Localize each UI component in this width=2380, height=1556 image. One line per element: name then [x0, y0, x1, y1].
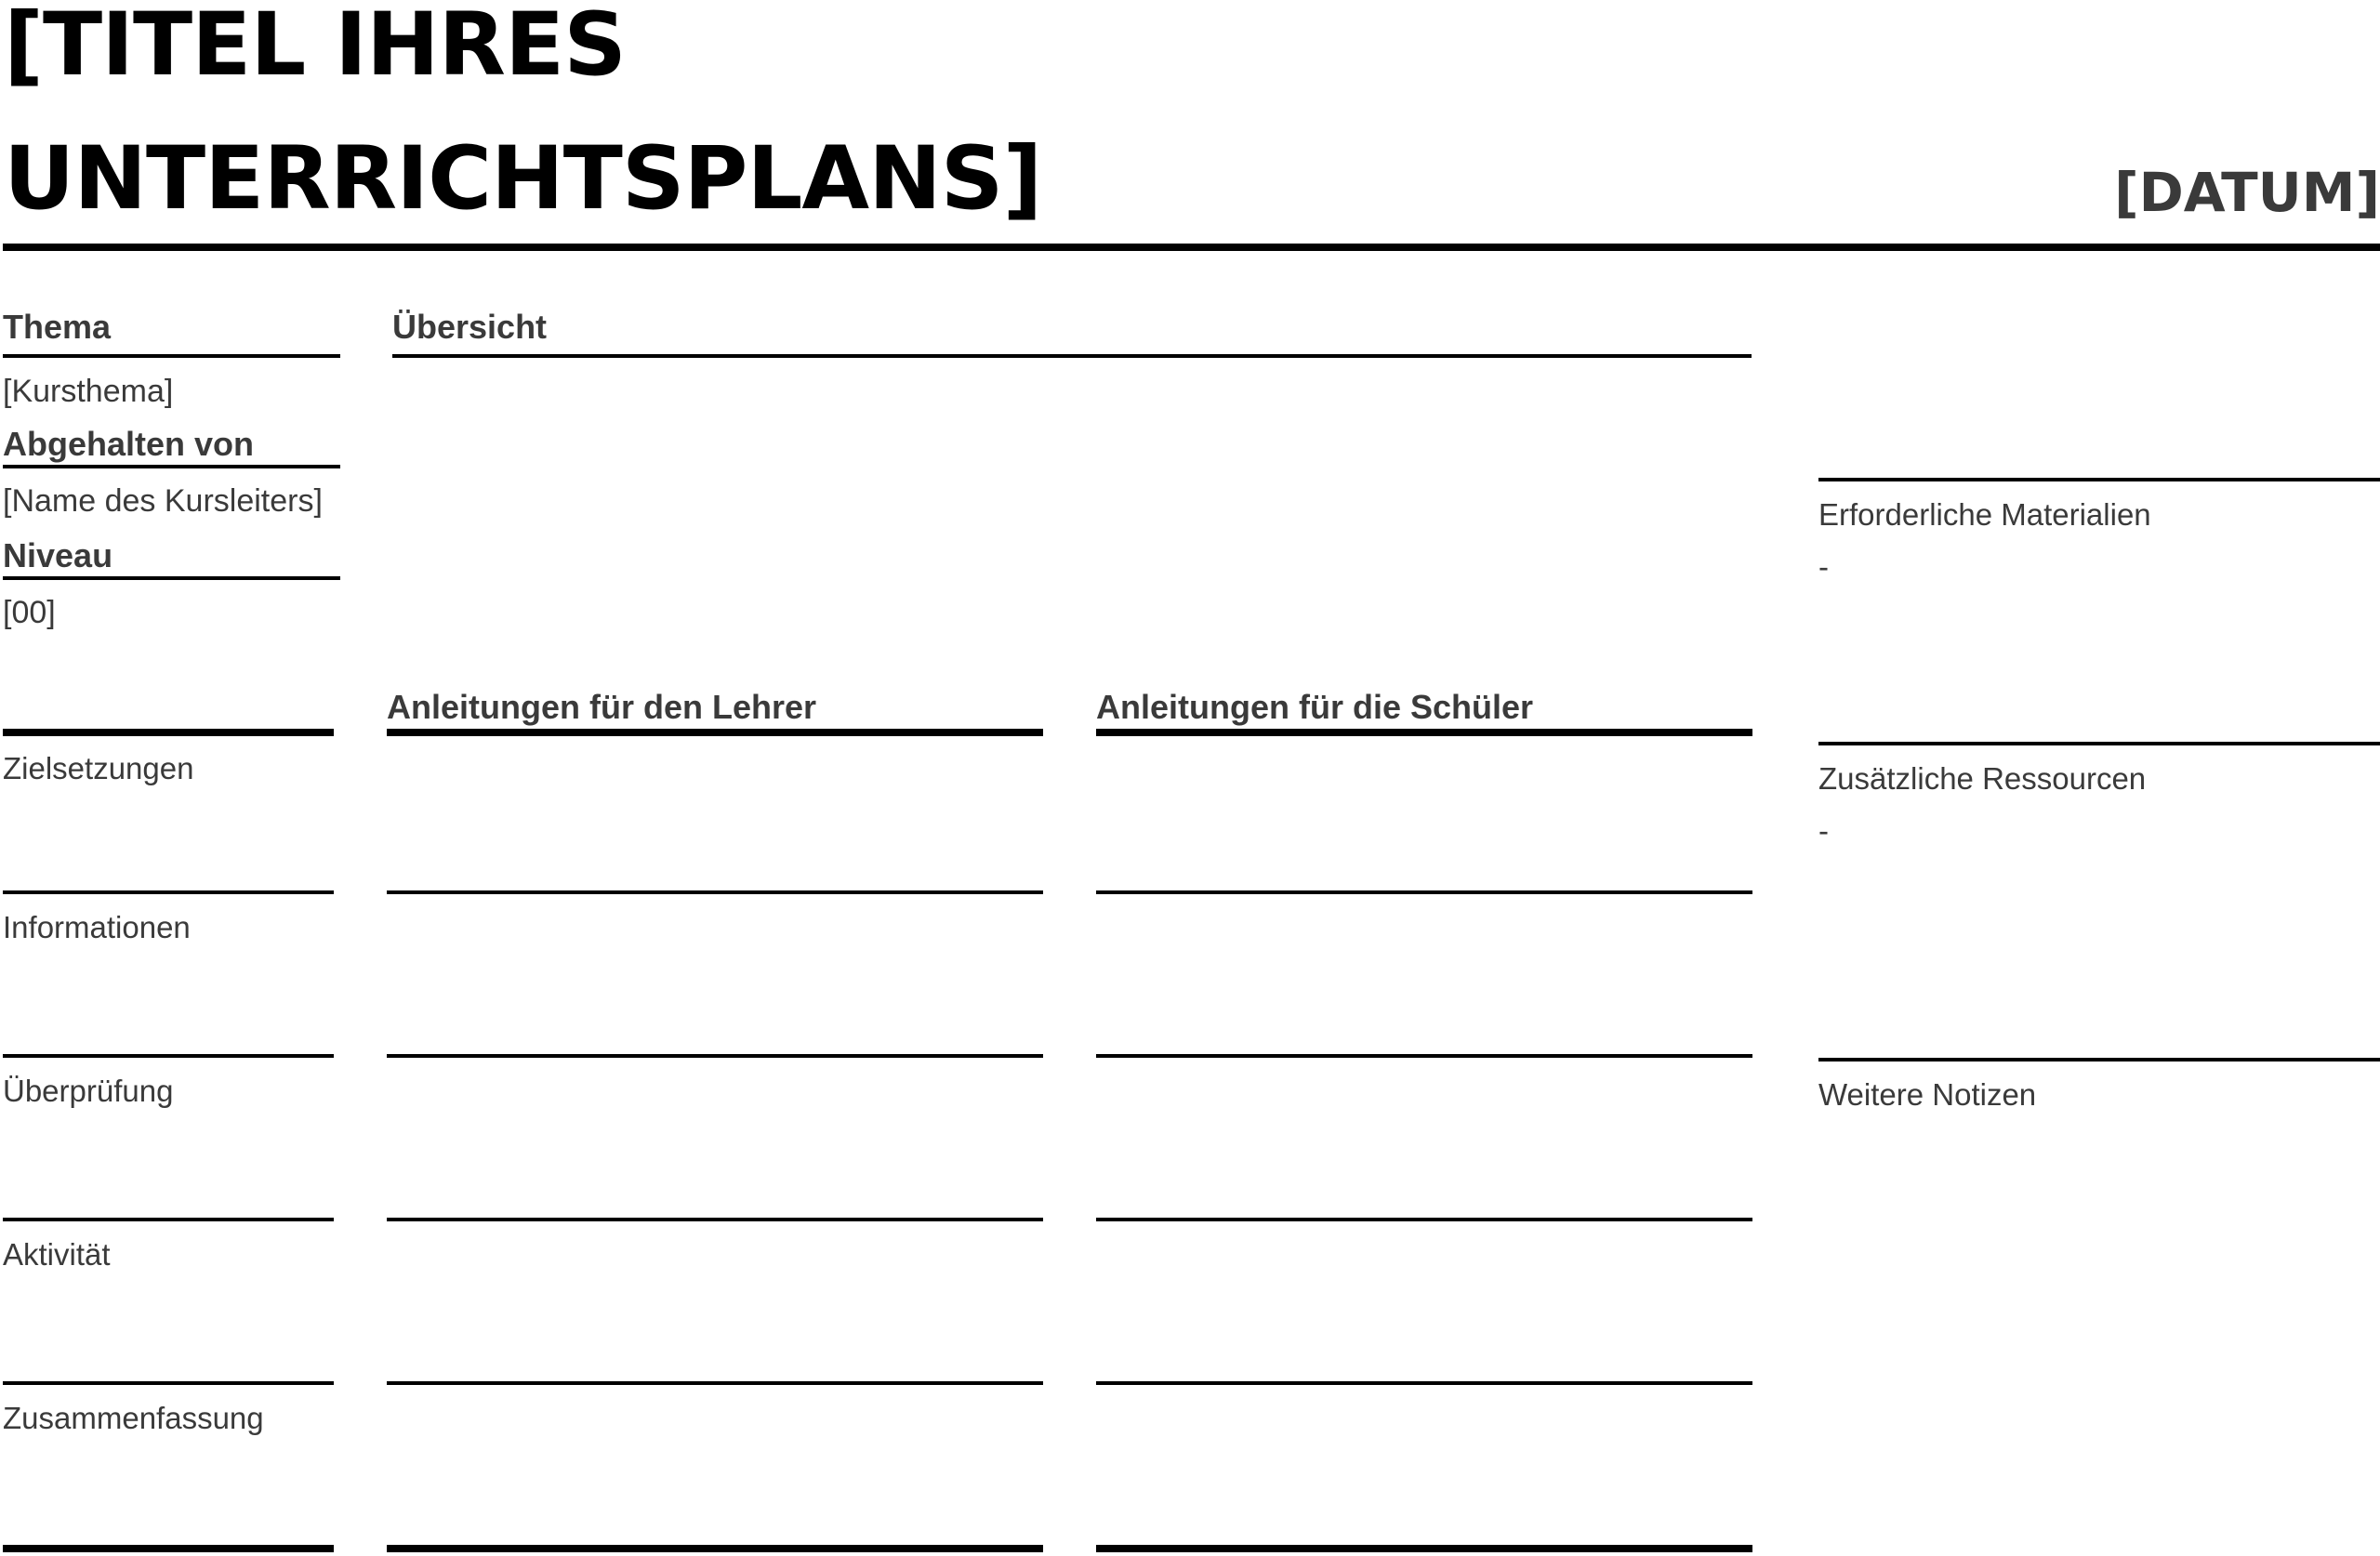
row-label-information: Informationen: [3, 910, 191, 944]
row-rule: [387, 1054, 1043, 1058]
row-label-activity: Aktivität: [3, 1237, 111, 1272]
resources-value: -: [1818, 813, 1829, 848]
table-bottom-rule: [3, 1545, 334, 1552]
row-rule: [1096, 1054, 1752, 1058]
resources-label: Zusätzliche Ressourcen: [1818, 761, 2147, 796]
table-header-rule-student: [1096, 729, 1752, 736]
materials-label: Erforderliche Materialien: [1818, 497, 2151, 532]
level-value: [00]: [3, 595, 56, 630]
topic-heading: Thema: [3, 308, 112, 346]
student-instructions-heading: Anleitungen für die Schüler: [1096, 688, 1534, 726]
row-rule: [387, 1381, 1043, 1385]
table-header-rule-teacher: [387, 729, 1043, 736]
teacher-instructions-heading: Anleitungen für den Lehrer: [387, 688, 817, 726]
level-heading-rule: [3, 576, 340, 580]
held-by-heading-rule: [3, 465, 340, 468]
page-title-line-2: UNTERRICHTSPLANS]: [4, 128, 1042, 230]
materials-rule: [1818, 478, 2380, 481]
page-title-line-1: [TITEL IHRES: [4, 0, 626, 96]
notes-label: Weitere Notizen: [1818, 1077, 2037, 1112]
topic-heading-rule: [3, 354, 340, 358]
held-by-heading: Abgehalten von: [3, 425, 255, 463]
row-rule: [387, 890, 1043, 894]
held-by-value: [Name des Kursleiters]: [3, 483, 323, 519]
row-rule: [3, 1381, 334, 1385]
overview-heading-rule: [392, 354, 1752, 358]
row-rule: [1096, 1381, 1752, 1385]
row-rule: [1096, 890, 1752, 894]
row-label-verification: Überprüfung: [3, 1074, 174, 1108]
row-rule: [3, 1054, 334, 1058]
level-heading: Niveau: [3, 536, 113, 574]
resources-rule: [1818, 742, 2380, 745]
row-label-summary: Zusammenfassung: [3, 1401, 264, 1435]
table-header-rule-labels: [3, 729, 334, 736]
table-bottom-rule: [1096, 1545, 1752, 1552]
row-rule: [3, 890, 334, 894]
notes-rule: [1818, 1058, 2380, 1062]
overview-heading: Übersicht: [392, 308, 548, 346]
row-rule: [387, 1218, 1043, 1221]
topic-value: [Kursthema]: [3, 374, 174, 409]
row-label-objectives: Zielsetzungen: [3, 751, 194, 785]
row-rule: [1096, 1218, 1752, 1221]
table-bottom-rule: [387, 1545, 1043, 1552]
materials-value: -: [1818, 549, 1829, 584]
date-field: [DATUM]: [2114, 161, 2380, 224]
row-rule: [3, 1218, 334, 1221]
title-divider: [3, 244, 2380, 251]
